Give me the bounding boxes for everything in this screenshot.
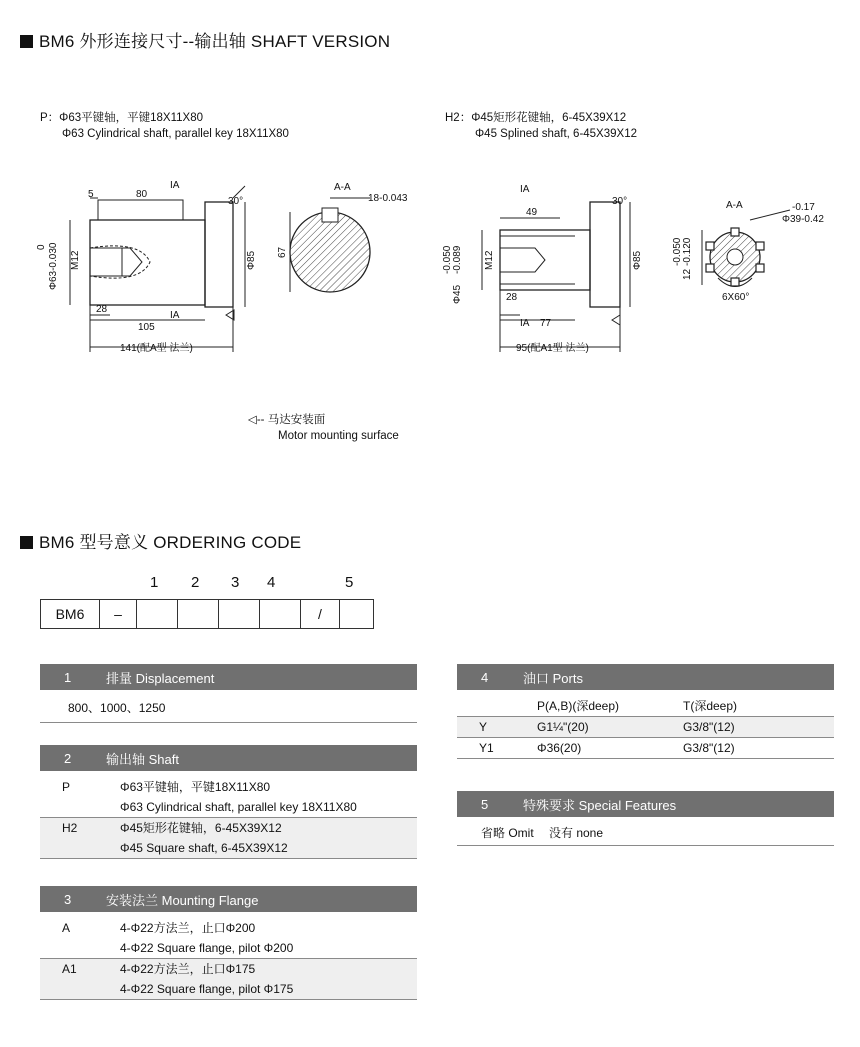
row-code: P <box>62 780 71 794</box>
table-header-number: 2 <box>64 750 72 766</box>
row-code: Y <box>479 720 488 734</box>
table-ports <box>457 664 834 759</box>
table-row <box>40 690 417 723</box>
row-line-en: Φ45 Square shaft, 6-45X39X12 <box>120 841 288 855</box>
dim-ia-bottom: IA <box>520 318 530 329</box>
shaft-h2-caption <box>445 110 637 142</box>
table-header <box>457 791 834 817</box>
label-section-aa: A-A <box>334 182 351 193</box>
shaft-h2-drawing <box>440 170 850 360</box>
dim-m12: M12 <box>484 250 495 270</box>
dim-80: 80 <box>136 189 148 200</box>
dim-phi45: Φ45 <box>452 284 463 304</box>
table-row <box>457 817 834 846</box>
dim-105: 105 <box>138 322 155 333</box>
code-number-2: 2 <box>191 574 200 591</box>
row-code: Y1 <box>479 741 494 755</box>
dim-phi85: Φ85 <box>632 250 643 270</box>
section-title-text: BM6 外形连接尺寸--输出轴 SHAFT VERSION <box>39 32 391 51</box>
dim-angle-30: 30° <box>228 196 244 207</box>
row-code: A1 <box>62 962 77 976</box>
table-header <box>40 886 417 912</box>
section-title-text: BM6 型号意义 ORDERING CODE <box>39 533 302 552</box>
ordering-code-grid <box>40 599 374 629</box>
code-dash: – <box>100 600 137 628</box>
dim-77: 77 <box>540 318 552 329</box>
table-row <box>40 959 417 1000</box>
dim-141: 141(配A型 法兰) <box>120 343 193 354</box>
thread-hole <box>500 248 545 272</box>
flange <box>205 202 233 307</box>
shaft-p-caption-en: Φ63 Cylindrical shaft, parallel key 18X11X80 <box>62 128 289 140</box>
square-bullet-icon <box>20 35 33 48</box>
table-header-number: 4 <box>481 669 489 685</box>
table-header <box>457 664 834 690</box>
table-header-number: 3 <box>64 891 72 907</box>
dim-tol-2: -0.089 <box>452 245 463 274</box>
dim-49: 49 <box>526 207 538 218</box>
dim-tol-1: -0.050 <box>442 245 453 274</box>
table-header-title: 油口 Ports <box>523 670 583 686</box>
section-aa-circle <box>290 212 370 292</box>
key-cutout <box>322 208 338 222</box>
dim-ia-top: IA <box>520 184 530 195</box>
code-slash: / <box>301 600 340 628</box>
table-row <box>40 818 417 859</box>
table-header <box>40 664 417 690</box>
row-line-en: 4-Φ22 Square flange, pilot Φ200 <box>120 941 294 955</box>
dim-28: 28 <box>96 304 108 315</box>
dim-ia-bottom: IA <box>170 310 180 321</box>
code-number-4: 4 <box>267 574 276 591</box>
table-shaft <box>40 745 417 859</box>
table-special-features <box>457 791 834 846</box>
dim-ia-top: IA <box>170 180 180 191</box>
table-flange <box>40 886 417 1000</box>
code-slot-2[interactable] <box>178 600 219 628</box>
code-number-5: 5 <box>345 574 354 591</box>
code-slot-1[interactable] <box>137 600 178 628</box>
dim-key: 18-0.043 <box>368 193 408 204</box>
row-line-cn: Φ45矩形花键轴，6-45X39X12 <box>120 821 282 835</box>
row-line-cn: Φ63平键轴，平键18X11X80 <box>120 780 271 794</box>
code-slot-5[interactable] <box>340 600 373 628</box>
row-code: H2 <box>62 821 78 835</box>
shaft-p-caption-cn: P：Φ63平键轴，平键18X11X80 <box>40 112 203 124</box>
table-displacement <box>40 664 417 723</box>
table-row <box>457 717 834 738</box>
code-slot-3[interactable] <box>219 600 260 628</box>
table-header-title: 排量 Displacement <box>106 670 215 686</box>
mount-surface-symbol-icon: ◁‑‑ <box>248 414 268 426</box>
code-number-3: 3 <box>231 574 240 591</box>
square-bullet-icon <box>20 536 33 549</box>
dim-6x60: 6X60° <box>722 292 750 303</box>
code-number-1: 1 <box>150 574 159 591</box>
row-line-cn: 4-Φ22方法兰，止口Φ200 <box>120 921 256 935</box>
code-slot-4[interactable] <box>260 600 301 628</box>
shaft-h2-caption-cn: H2：Φ45矩形花键轴，6-45X39X12 <box>445 112 627 124</box>
dim-67: 67 <box>277 246 288 258</box>
row-port-t: G3/8"(12) <box>683 720 735 734</box>
dim-m12: M12 <box>70 250 81 270</box>
dim-5: 5 <box>88 189 94 200</box>
ports-column-header <box>457 690 834 717</box>
dim-tol-017: -0.17 <box>792 202 815 213</box>
dim-phi63: Φ63-0.030 <box>48 242 59 290</box>
row-port-t: G3/8"(12) <box>683 741 735 755</box>
section-title-ordering <box>20 528 301 553</box>
code-prefix: BM6 <box>41 600 100 628</box>
spline-section <box>706 228 764 286</box>
mount-note-en: Motor mounting surface <box>278 430 399 442</box>
dim-28: 28 <box>506 292 518 303</box>
table-header-number: 1 <box>64 669 72 685</box>
shaft-p-caption <box>40 110 289 142</box>
shaft-body <box>90 220 205 305</box>
dim-angle-30: 30° <box>612 196 628 207</box>
dim-phi39: Φ39-0.42 <box>782 214 824 225</box>
dim-12: 12 <box>682 268 693 280</box>
table-header-title: 输出轴 Shaft <box>106 751 179 767</box>
dim-tol-0: 0 <box>36 244 47 250</box>
dim-tol-4: -0.120 <box>682 237 693 266</box>
dim-phi85: Φ85 <box>246 250 257 270</box>
key-slot <box>98 200 183 220</box>
section-title-shaft <box>20 27 390 52</box>
ordering-code-numbers <box>0 574 860 594</box>
flange <box>590 202 620 307</box>
row-port-ab: G1¼"(20) <box>537 720 589 734</box>
table-header-title: 安装法兰 Mounting Flange <box>106 892 259 908</box>
label-section-aa: A-A <box>726 200 743 211</box>
row-port-ab: Φ36(20) <box>537 741 582 755</box>
row-line-cn: 4-Φ22方法兰，止口Φ175 <box>120 962 256 976</box>
displacement-values: 800、1000、1250 <box>68 701 166 715</box>
thread-hole <box>90 248 142 276</box>
row-code: A <box>62 921 71 935</box>
table-header-number: 5 <box>481 796 489 812</box>
row-code: 省略 Omit <box>481 826 534 840</box>
table-row <box>40 912 417 959</box>
ports-col2-header: T(深deep) <box>683 699 738 713</box>
row-value: 没有 none <box>549 826 604 840</box>
shaft-p-drawing <box>30 170 430 360</box>
dim-95: 95(配A1型 法兰) <box>516 343 589 354</box>
mount-note-cn: 马达安装面 <box>267 414 326 426</box>
ports-col1-header: P(A,B)(深deep) <box>537 699 620 713</box>
table-header-title: 特殊要求 Special Features <box>523 797 677 813</box>
mounting-surface-note <box>248 412 399 444</box>
row-line-en: 4-Φ22 Square flange, pilot Φ175 <box>120 982 294 996</box>
row-line-en: Φ63 Cylindrical shaft, parallel key 18X11X80 <box>120 800 357 814</box>
table-row <box>457 738 834 759</box>
shaft-h2-caption-en: Φ45 Splined shaft, 6-45X39X12 <box>475 128 637 140</box>
table-header <box>40 745 417 771</box>
table-row <box>40 771 417 818</box>
dim-tol-3: -0.050 <box>672 237 683 266</box>
